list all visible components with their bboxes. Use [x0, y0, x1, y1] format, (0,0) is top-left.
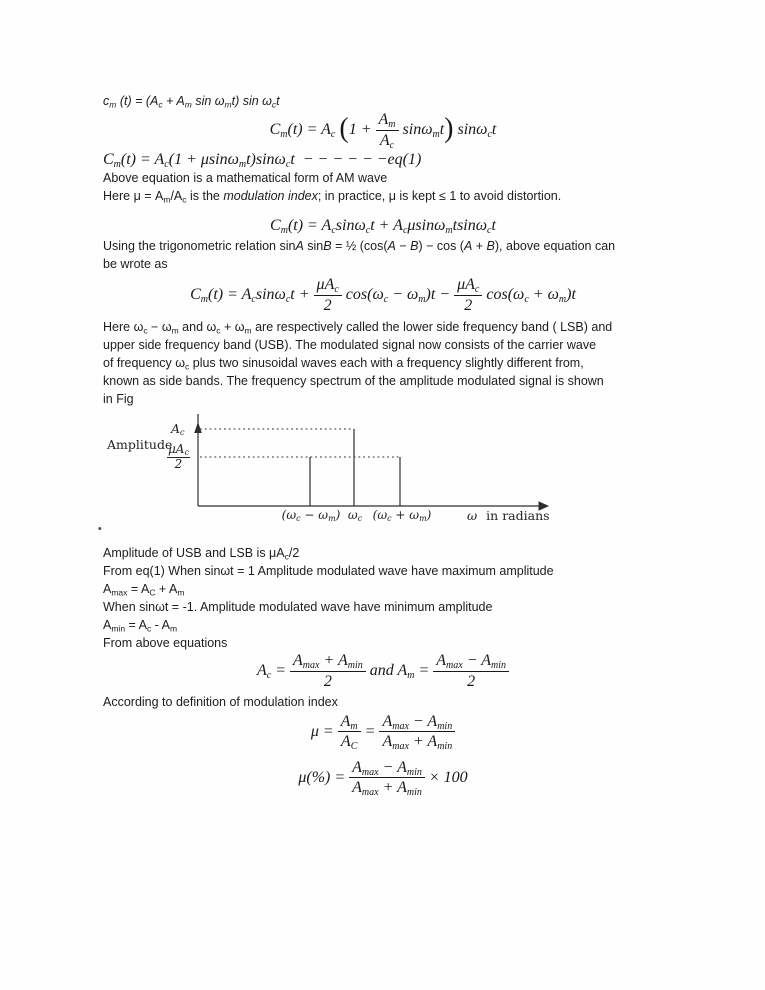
paragraph-line-3: of frequency $\omega_c$ plus two sinusoidal waves each with a frequency slightly different from,: [103, 356, 584, 372]
text-above-equation: Above equation is a mathematical form of AM wave: [103, 171, 388, 186]
paragraph-line-2: upper side frequency band (USB). The modulated signal now consists of the carrier wave: [103, 338, 597, 353]
eq-modulated-fraction: $C_m(t) = A_c$ (1 + $\frac{A_m}{A_c}$ sinω$_m$t) sinω$_c$t: [269, 111, 497, 151]
text-from-above-equations: From above equations: [103, 636, 228, 651]
muac-half-level-label: $\frac{\mu A_c}{2}$: [168, 442, 189, 471]
frequency-spectrum-figure: [97, 414, 663, 535]
stray-mark: .: [97, 515, 103, 535]
page-content: [97, 92, 663, 799]
eq-ac-and-am: $A_c$ = $\frac{A_{max} + A_{min}}{2}$ and $A_m$ = $\frac{A_{max} - A_{min}}{2}$: [103, 652, 663, 690]
eq-amax: $A_{max} = A_C + A_m$: [103, 582, 185, 598]
eq-am-wave-inline: $c_m$ $(t) = (A_c + A_m$ $\sin \omega_mt$) $\sin \omega_ct$: [103, 94, 280, 110]
paragraph-line-5: in Fig: [103, 392, 134, 407]
eq-amin: $A_{min} = A_c - A_m$: [103, 618, 178, 634]
y-axis-title: Amplitude: [107, 437, 173, 453]
eq-sidebands: $C_m(t) = A_c\sin\omega_ct$ + $\frac{\mu A_c}{2}$ $\cos(\omega_c - \omega_m)t$ − $\frac{\mu A_c}{2}$ $\cos(\omega_c + \omega_m)t$: [190, 276, 576, 314]
text-be-wrote-as: be wrote as: [103, 257, 168, 272]
y-axis-arrow-icon: [194, 422, 202, 433]
ac-level-label: $A_c$: [171, 421, 185, 438]
usb-frequency-label: $(\omega_c + \omega_m)$: [372, 508, 432, 524]
paragraph-line-1: Here $\omega_c - \omega_m$ and $\omega_c + \omega_m$ are respectively called the lower side frequency band ( LSB) and: [103, 320, 613, 336]
eq-expanded-carrier: $C_m(t) = A_c\sin\omega_ct + A_c\mu\sin\omega_mtsin\omega_ct$: [270, 217, 496, 237]
carrier-frequency-label: $\omega_c$: [347, 508, 363, 524]
eq-modulation-index: μ = $\frac{A_m}{A_C}$ = $\frac{A_{max} - A_{min}}{A_{max} + A_{min}}$: [103, 713, 663, 751]
text-modulation-index: Here $\mu = A_m/A_c$ is the modulation index; in practice, μ is kept ≤ 1 to avoid distortion.: [103, 189, 562, 205]
lsb-frequency-label: $(\omega_c - \omega_m)$: [281, 508, 341, 524]
eq-1: $C_m(t) = A_c(1 + \mu\sin\omega_mt)\sin\omega_ct$ − − − − − −eq(1): [103, 151, 422, 171]
text-max-amplitude-condition: From eq(1) When sinωt = 1 Amplitude modulated wave have maximum amplitude: [103, 564, 554, 579]
text-usb-lsb-amplitude: Amplitude of USB and LSB is $\mu A_c/2$: [103, 546, 300, 562]
eq-modulation-index-percent: μ(%) = $\frac{A_{max} - A_{min}}{A_{max} + A_{min}}$ × 100: [298, 758, 468, 799]
text-according-definition: According to definition of modulation index: [103, 694, 338, 709]
text-min-amplitude-condition: When sinωt = -1. Amplitude modulated wave have minimum amplitude: [103, 600, 493, 615]
x-axis-title: ω in radians: [467, 508, 550, 524]
paragraph-line-4: known as side bands. The frequency spectrum of the amplitude modulated signal is shown: [103, 374, 604, 389]
text-trig-relation: Using the trigonometric relation sinA sinB = ½ (cos(A − B) − cos (A + B), above equation can: [103, 239, 616, 254]
